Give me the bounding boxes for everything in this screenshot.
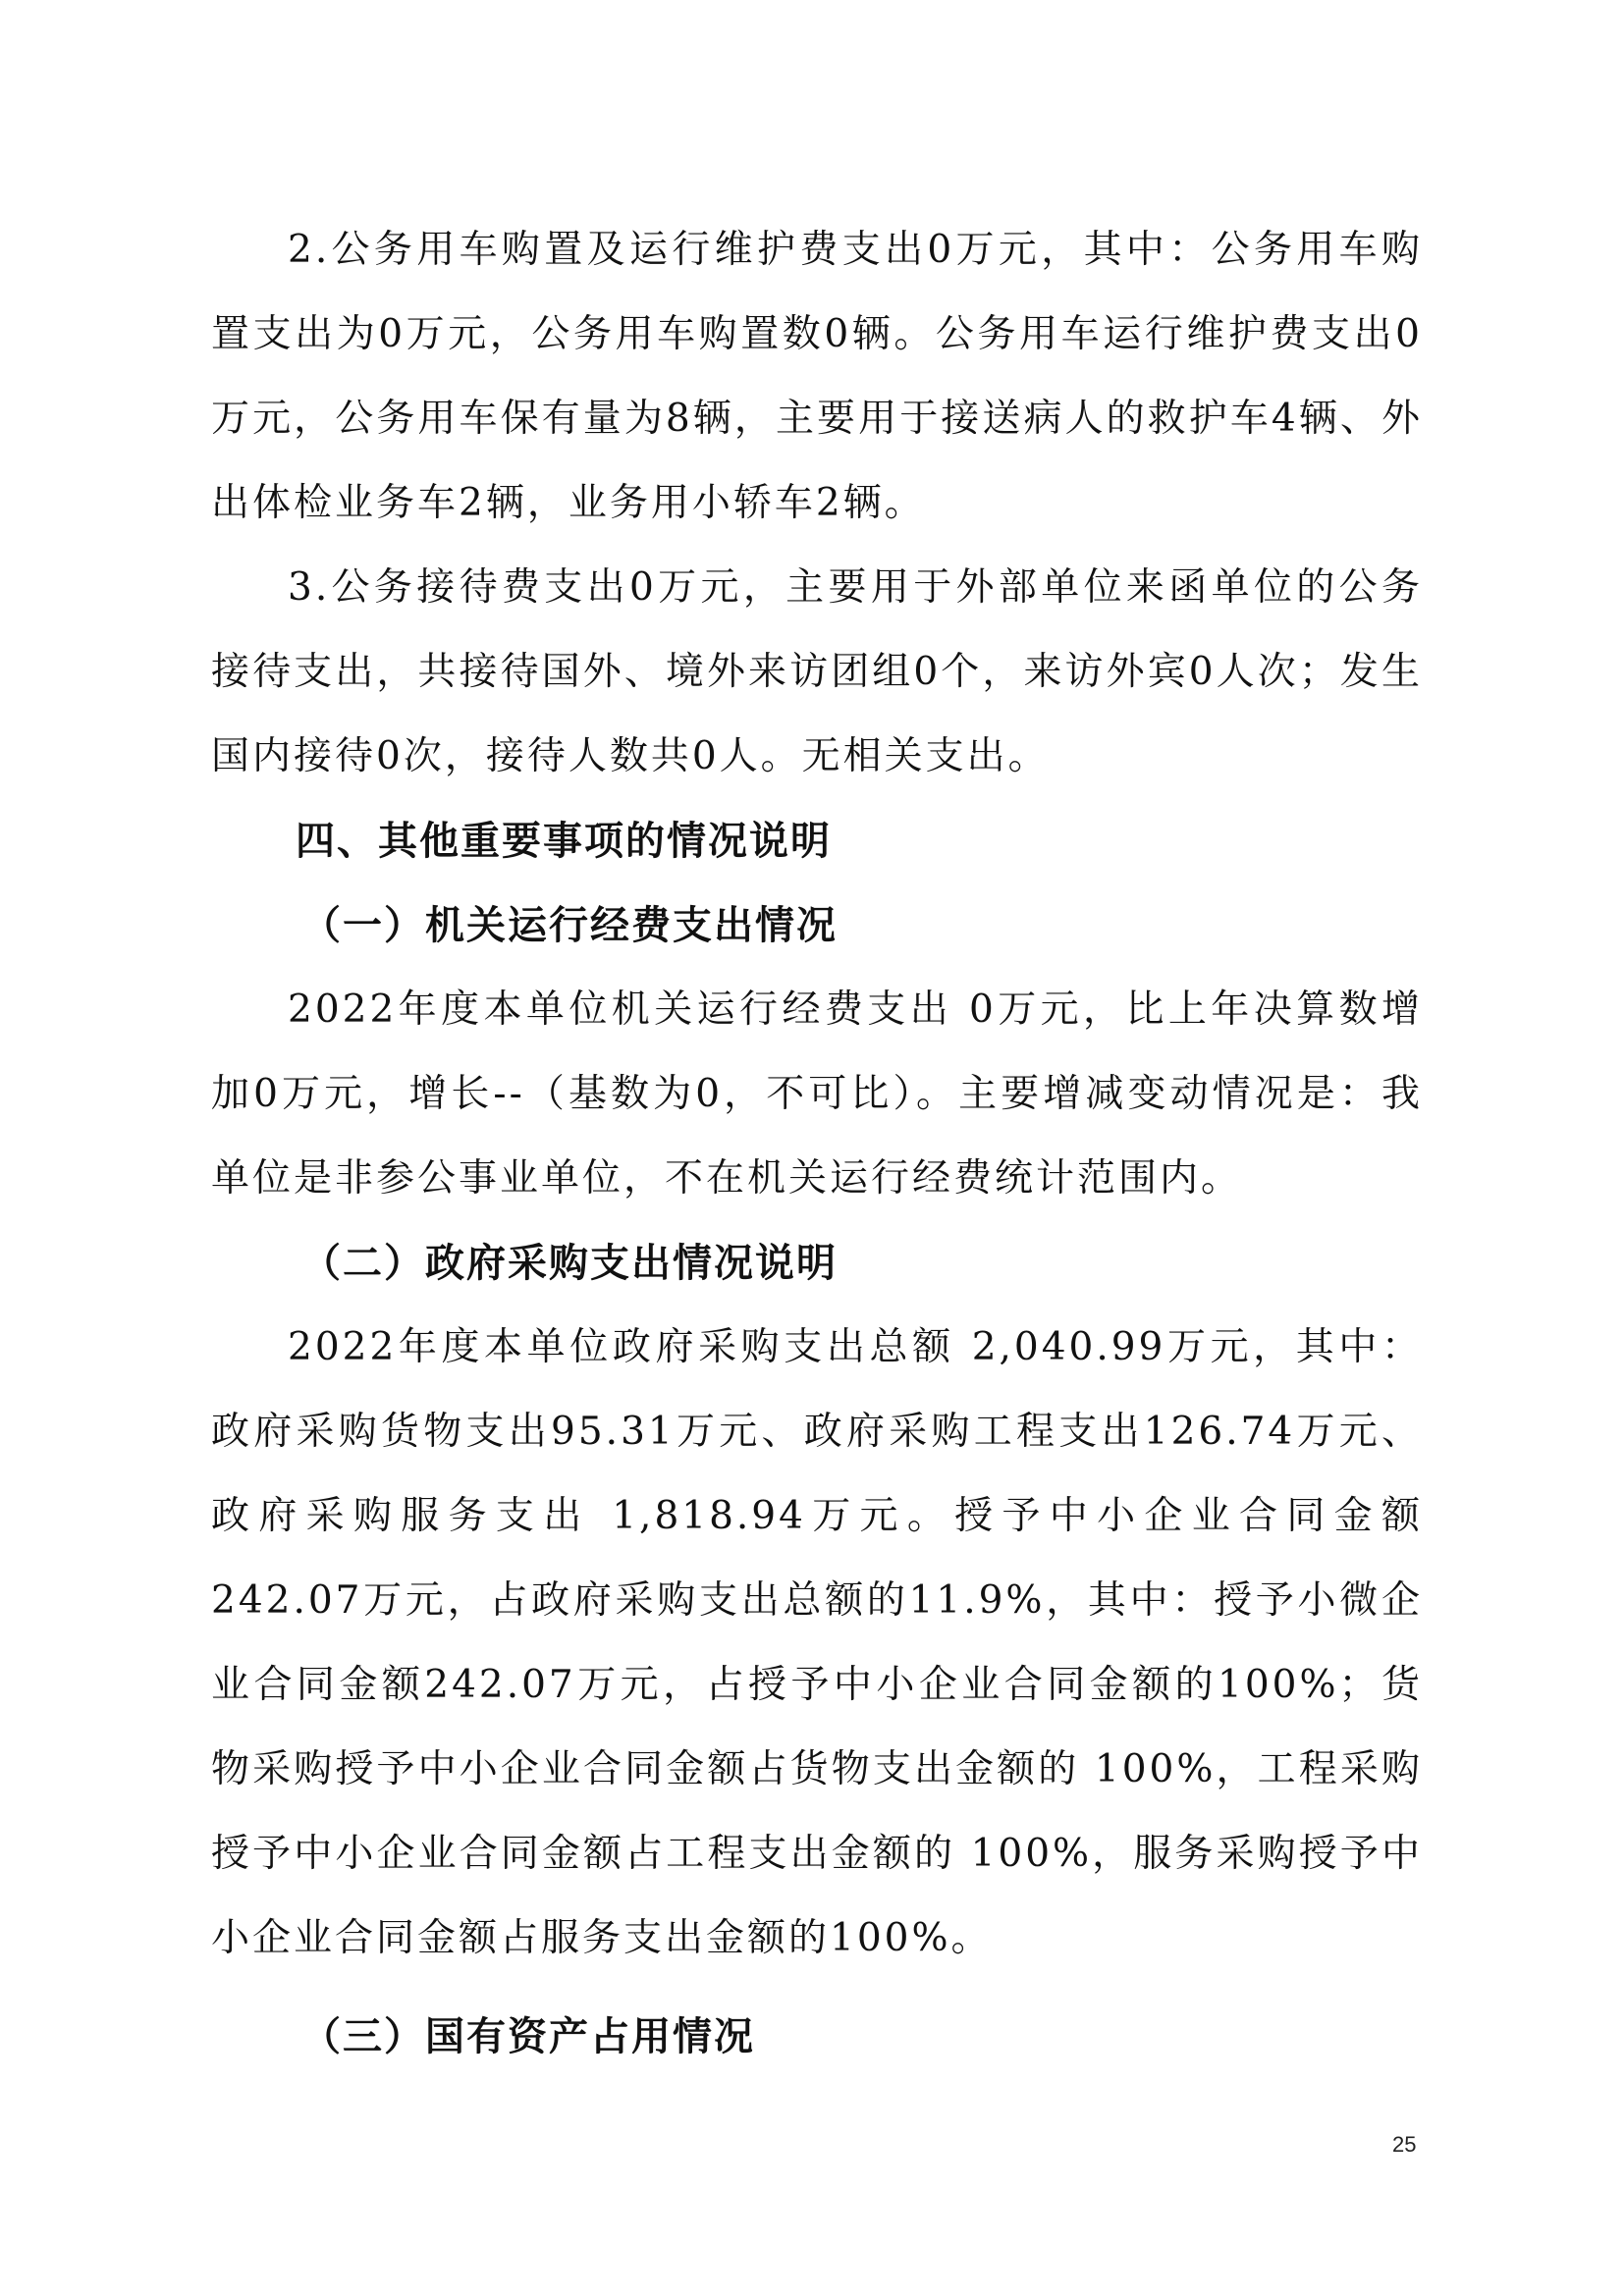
document-body (211, 208, 1423, 2079)
subheading-government-procurement: （二）政府采购支出情况说明 (301, 1241, 838, 1286)
paragraph-operating-expenses: 2022年度本单位机关运行经费支出 0万元，比上年决算数增加0万元，增长--（基数为0，不可比）。主要增减变动情况是：我单位是非参公事业单位，不在机关运行经费统计范围内。 (211, 988, 1423, 1201)
subheading-operating-expenses: （一）机关运行经费支出情况 (301, 903, 838, 948)
paragraph-government-procurement: 2022年度本单位政府采购支出总额 2,040.99万元，其中：政府采购货物支出95.31万元、政府采购工程支出126.74万元、政府采购服务支出 1,818.94万元。授予中小企业合同金额242.07万元，占政府采购支出总额的11.9%，其中：授予小微企业合同金额242.07万元，占授予中小企业合同金额的100%；货物采购授予中小企业合同金额占货物支出金额的 100%，工程采购授予中小企业合同金额占工程支出金额的 100%，服务采购授予中小企业合同金额占服务支出金额的100%。 (211, 1325, 1423, 1960)
spacer (211, 1981, 1423, 1995)
page-number: 25 (1392, 2132, 1417, 2157)
paragraph-vehicle-expenses: 2.公务用车购置及运行维护费支出0万元，其中：公务用车购置支出为0万元，公务用车购置数0辆。公务用车运行维护费支出0万元，公务用车保有量为8辆，主要用于接送病人的救护车4辆、外出体检业务车2辆，业务用小轿车2辆。 (211, 228, 1423, 525)
paragraph-reception-expenses: 3.公务接待费支出0万元，主要用于外部单位来函单位的公务接待支出，共接待国外、境外来访团组0个，来访外宾0人次；发生国内接待0次，接待人数共0人。无相关支出。 (211, 565, 1423, 778)
subheading-state-assets: （三）国有资产占用情况 (301, 2014, 755, 2059)
section-heading-other-matters: 四、其他重要事项的情况说明 (296, 819, 832, 864)
